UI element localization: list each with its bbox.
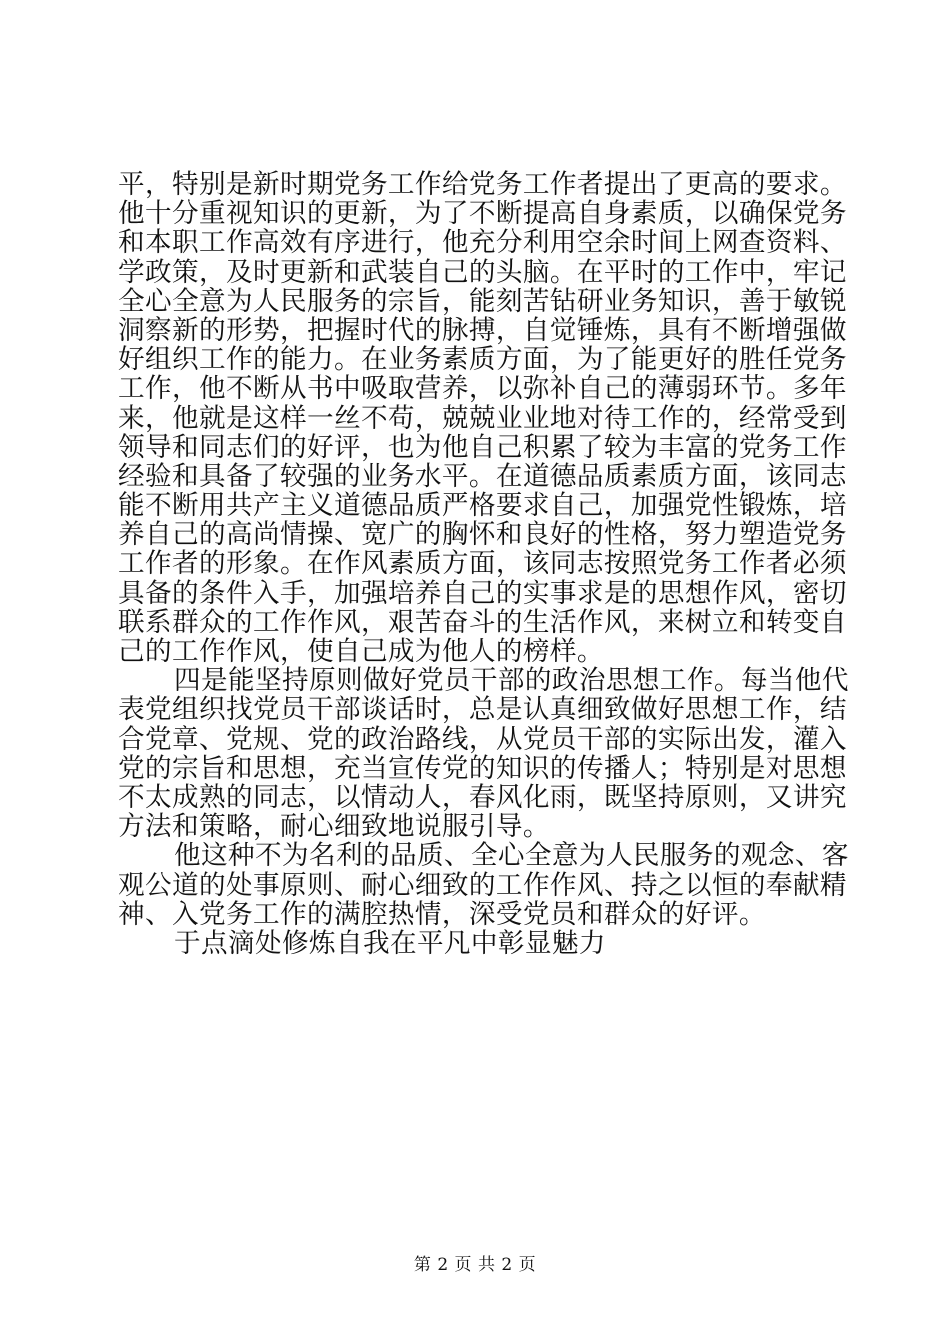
body-line: 工作，他不断从书中吸取营养，以弥补自己的薄弱环节。多年 <box>118 373 847 405</box>
body-line: 联系群众的工作作风，艰苦奋斗的生活作风，来树立和转变自 <box>118 606 847 638</box>
paragraph-start-line: 他这种不为名利的品质、全心全意为人民服务的观念、客 <box>174 840 849 872</box>
body-line: 领导和同志们的好评，也为他自己积累了较为丰富的党务工作 <box>118 431 847 463</box>
body-line: 和本职工作高效有序进行，他充分利用空余时间上网查资料、 <box>118 227 847 259</box>
body-line: 好组织工作的能力。在业务素质方面，为了能更好的胜任党务 <box>118 344 847 376</box>
body-line: 他十分重视知识的更新，为了不断提高自身素质，以确保党务 <box>118 198 847 230</box>
page-number-footer: 第 2 页 共 2 页 <box>413 1255 537 1275</box>
body-line: 具备的条件入手，加强培养自己的实事求是的思想作风，密切 <box>118 577 847 609</box>
body-line: 洞察新的形势，把握时代的脉搏，自觉锤炼，具有不断增强做 <box>118 314 847 346</box>
paragraph-start-line: 四是能坚持原则做好党员干部的政治思想工作。每当他代 <box>174 665 849 697</box>
body-line: 观公道的处事原则、耐心细致的工作作风、持之以恒的奉献精 <box>118 869 847 901</box>
body-line: 养自己的高尚情操、宽广的胸怀和良好的性格，努力塑造党务 <box>118 519 847 551</box>
body-line: 表党组织找党员干部谈话时，总是认真细致做好思想工作，结 <box>118 694 847 726</box>
body-line: 经验和具备了较强的业务水平。在道德品质素质方面，该同志 <box>118 460 847 492</box>
closing-heading-line: 于点滴处修炼自我在平凡中彰显魅力 <box>174 927 606 959</box>
body-line: 党的宗旨和思想，充当宣传党的知识的传播人；特别是对思想 <box>118 752 847 784</box>
document-body <box>118 169 849 959</box>
body-line: 方法和策略，耐心细致地说服引导。 <box>118 811 550 843</box>
body-line: 能不断用共产主义道德品质严格要求自己，加强党性锻炼，培 <box>118 490 847 522</box>
body-line: 己的工作作风，使自己成为他人的榜样。 <box>118 636 604 667</box>
body-line: 全心全意为人民服务的宗旨，能刻苦钻研业务知识，善于敏锐 <box>118 285 847 317</box>
body-line: 来，他就是这样一丝不苟，兢兢业业地对待工作的，经常受到 <box>118 402 847 434</box>
body-line: 神、入党务工作的满腔热情，深受党员和群众的好评。 <box>118 898 766 930</box>
body-line: 平，特别是新时期党务工作给党务工作者提出了更高的要求。 <box>118 169 847 200</box>
body-line: 学政策，及时更新和武装自己的头脑。在平时的工作中，牢记 <box>118 256 847 288</box>
body-line: 合党章、党规、党的政治路线，从党员干部的实际出发，灌入 <box>118 723 847 755</box>
body-line: 不太成熟的同志，以情动人，春风化雨，既坚持原则，又讲究 <box>118 781 847 813</box>
body-line: 工作者的形象。在作风素质方面，该同志按照党务工作者必须 <box>118 548 847 580</box>
